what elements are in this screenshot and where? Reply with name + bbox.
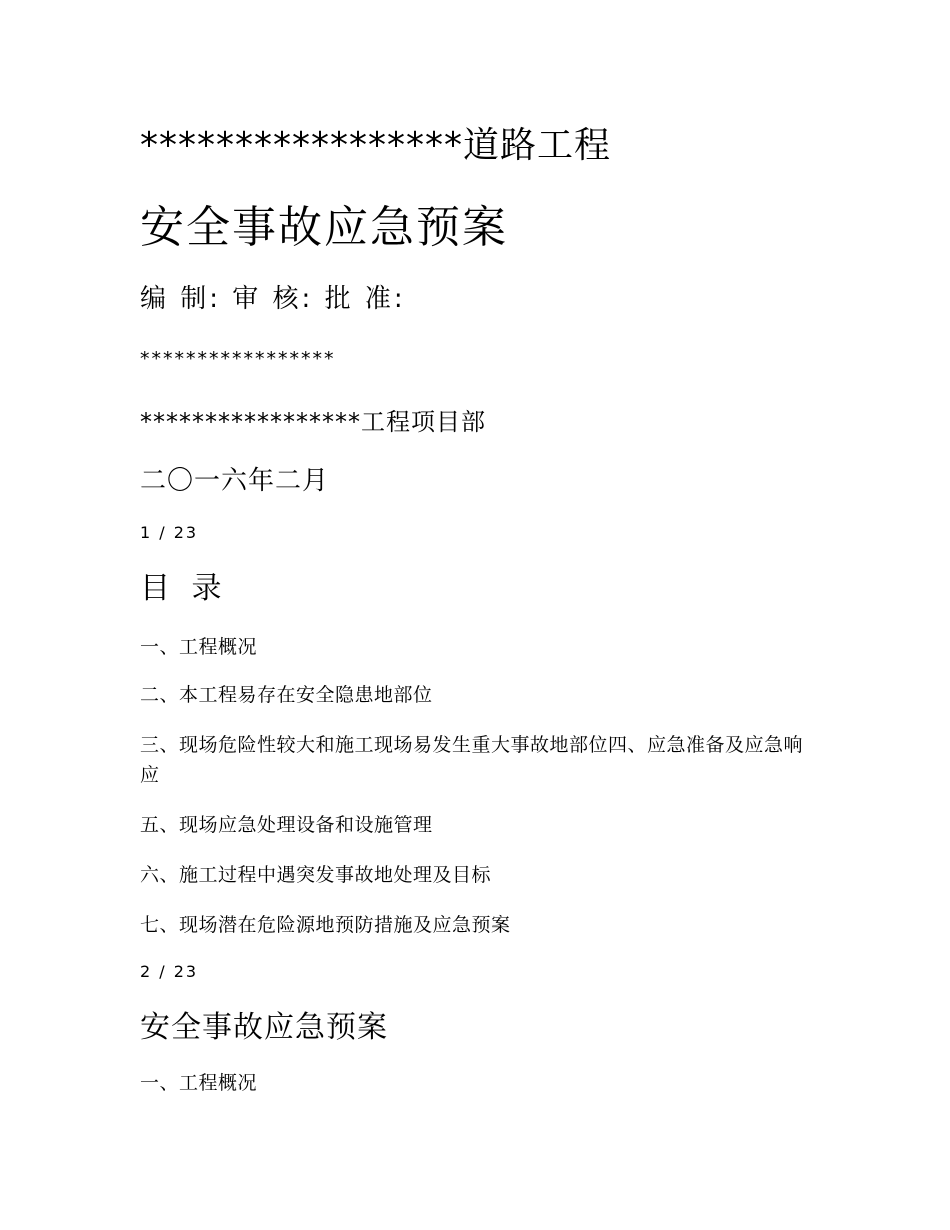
section-heading: 一、工程概况 bbox=[140, 1072, 258, 1094]
toc-heading: 目 录 bbox=[140, 571, 228, 606]
project-department: *****************工程项目部 bbox=[140, 408, 486, 436]
cover-title-line1: *****************道路工程 bbox=[140, 125, 612, 166]
document-date: 二〇一六年二月 bbox=[140, 466, 330, 496]
section-title: 安全事故应急预案 bbox=[140, 1010, 388, 1045]
toc-item: 一、工程概况 bbox=[140, 636, 258, 658]
page-number-2: 2 / 23 bbox=[140, 962, 199, 981]
redacted-name: ***************** bbox=[140, 348, 336, 370]
toc-item: 五、现场应急处理设备和设施管理 bbox=[140, 814, 433, 836]
toc-item: 六、施工过程中遇突发事故地处理及目标 bbox=[140, 864, 492, 886]
toc-item: 七、现场潜在危险源地预防措施及应急预案 bbox=[140, 914, 511, 936]
page-number-1: 1 / 23 bbox=[140, 523, 199, 542]
cover-title-line2: 安全事故应急预案 bbox=[140, 202, 508, 253]
toc-item: 三、现场危险性较大和施工现场易发生重大事故地部位四、应急准备及应急响应 bbox=[140, 734, 804, 786]
toc-item: 二、本工程易存在安全隐患地部位 bbox=[140, 684, 433, 706]
signoff-line: 编 制: 审 核: 批 准: bbox=[140, 284, 406, 314]
